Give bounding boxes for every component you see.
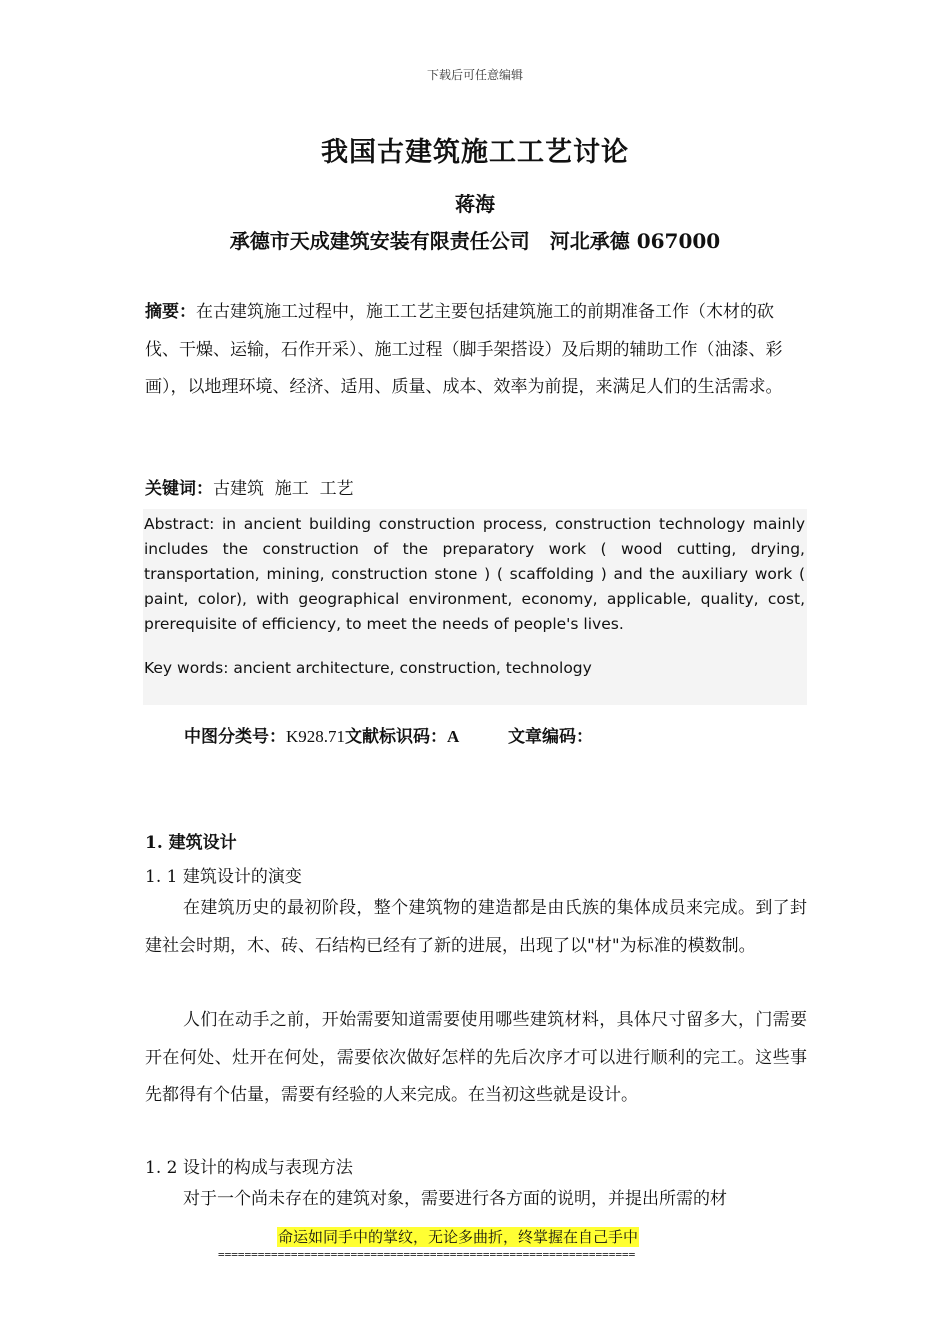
section-1-1-heading: 1. 1 建筑设计的演变 <box>145 867 302 887</box>
keywords-cn-text: 古建筑 施工 工艺 <box>213 479 354 499</box>
abstract-cn-text: 在古建筑施工过程中，施工工艺主要包括建筑施工的前期准备工作（木材的砍伐、干燥、运输，石作开采）、施工过程（脚手架搭设）及后期的辅助工作（油漆、彩画），以地理环境、经济、适用、质量、成本、效率为前提，来满足人们的生活需求。 <box>145 302 783 397</box>
abstract-cn-label: 摘要： <box>145 302 196 322</box>
affiliation: 承德市天成建筑安装有限责任公司 河北承德 067000 <box>229 229 721 253</box>
keywords-cn <box>145 476 807 502</box>
doc-code-value: A <box>447 727 460 746</box>
abstract-en-box <box>143 509 807 705</box>
section-1-1-paragraph-1: 在建筑历史的最初阶段，整个建筑物的建造都是由氏族的集体成员来完成。到了封建社会时期，木、砖、石结构已经有了新的进展，出现了以"材"为标准的模数制。 <box>145 898 807 956</box>
section-1-2-paragraph-1: 对于一个尚未存在的建筑对象，需要进行各方面的说明，并提出所需的材 <box>183 1189 727 1209</box>
abstract-cn <box>145 294 807 407</box>
classification-line <box>184 722 593 747</box>
paper-title: 我国古建筑施工工艺讨论 <box>321 137 629 168</box>
author-name: 蒋海 <box>455 192 495 216</box>
clc-value: K928.71 <box>286 727 346 746</box>
keywords-cn-label: 关键词： <box>145 479 213 499</box>
section-1-1-paragraph-2: 人们在动手之前，开始需要知道需要使用哪些建筑材料，具体尺寸留多大，门需要开在何处、灶开在何处，需要依次做好怎样的先后次序才可以进行顺利的完工。这些事先都得有个估量，需要有经验的人来完成。在当初这些就是设计。 <box>145 1010 807 1105</box>
footer-rule: =============================================================== <box>218 1248 636 1261</box>
abstract-en: Abstract: in ancient building construction process, construction technology mainly includes the construction of the preparatory work ( wood cutting, drying, transportation, mining, construction stone ) ( scaffolding ) and the auxiliary work ( paint, color), with geographical environment, economy, applicable, quality, cost, prerequisite of efficiency, to meet the needs of people's lives. <box>144 515 805 633</box>
section-1-heading: 1. 建筑设计 <box>145 833 237 853</box>
footer-motto: 命运如同手中的掌纹，无论多曲折，终掌握在自己手中 <box>278 1228 639 1246</box>
doc-code-label: 文献标识码： <box>345 727 448 747</box>
article-code-label: 文章编码： <box>507 727 593 747</box>
clc-label: 中图分类号： <box>184 727 286 747</box>
header-note: 下载后可任意编辑 <box>426 68 523 82</box>
keywords-en: Key words: ancient architecture, construction, technology <box>144 659 592 677</box>
section-1-2-heading: 1. 2 设计的构成与表现方法 <box>145 1158 353 1178</box>
